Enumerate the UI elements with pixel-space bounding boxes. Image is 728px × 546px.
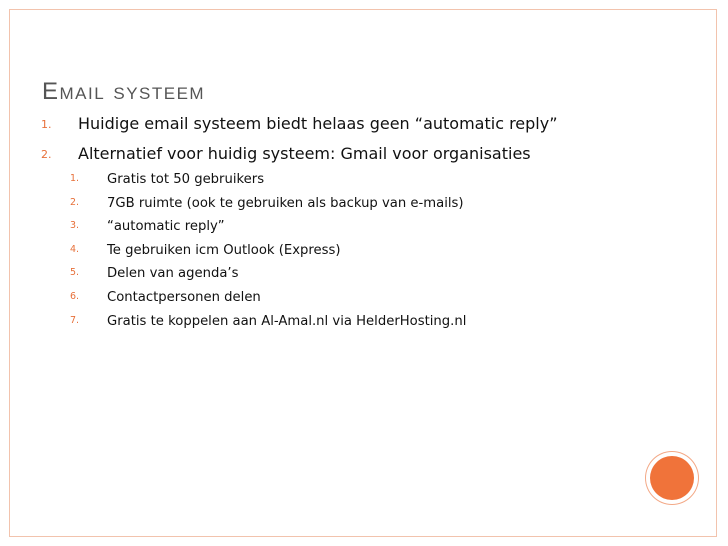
sub-list-item-number: 3.: [70, 220, 80, 232]
sub-list-item-text: Te gebruiken icm Outlook (Express): [107, 242, 341, 258]
main-list: [41, 114, 558, 174]
sub-list-item: [70, 286, 466, 310]
list-item: [41, 114, 558, 144]
sub-list-item: [70, 215, 466, 239]
decorative-circle: [650, 456, 694, 500]
sub-list-item-text: Gratis te koppelen aan Al-Amal.nl via HelderHosting.nl: [107, 313, 467, 329]
sub-list-item: [70, 239, 466, 263]
list-item-number: 2.: [41, 148, 52, 161]
list-item-text: Huidige email systeem biedt helaas geen “automatic reply”: [78, 114, 558, 133]
sub-list-item: [70, 262, 466, 286]
sub-list-item-text: Contactpersonen delen: [107, 289, 261, 305]
sub-list-item-number: 6.: [70, 290, 80, 302]
sub-list-item-text: 7GB ruimte (ook te gebruiken als backup van e-mails): [107, 195, 464, 211]
sub-list-item-number: 1.: [70, 173, 80, 184]
sub-list-item-text: “automatic reply”: [107, 219, 225, 235]
list-item-number: 1.: [41, 118, 52, 131]
sub-list-item-text: Delen van agenda’s: [107, 266, 239, 282]
sub-list-item-text: Gratis tot 50 gebruikers: [107, 172, 265, 187]
sub-list-item: [70, 192, 466, 216]
sub-list-item-number: 7.: [70, 314, 80, 326]
slide-title: Email systeem: [42, 78, 206, 105]
sub-list-item: [70, 310, 466, 334]
sub-list-item-number: 2.: [70, 196, 80, 208]
sub-list: [70, 168, 466, 333]
list-item-text: Alternatief voor huidig systeem: Gmail voor organisaties: [78, 144, 531, 163]
sub-list-item-number: 5.: [70, 267, 80, 279]
sub-list-item: [70, 168, 466, 192]
sub-list-item-number: 4.: [70, 243, 80, 255]
